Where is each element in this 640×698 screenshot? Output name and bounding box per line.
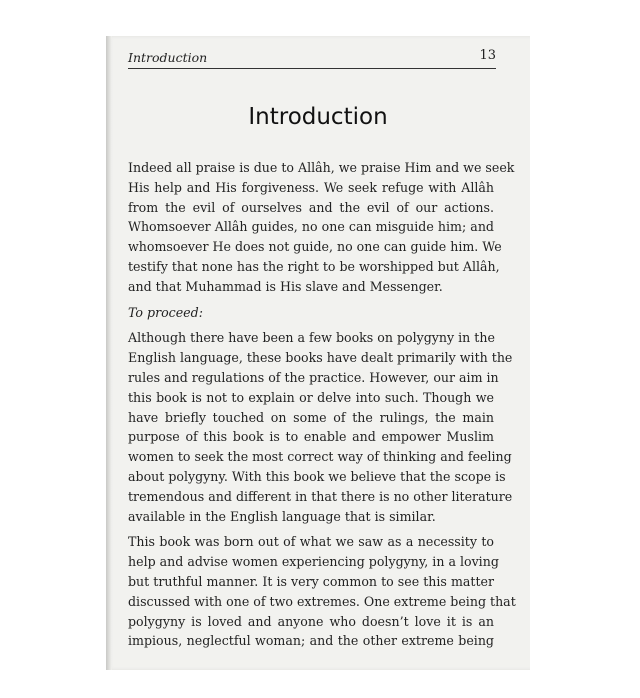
page-number: 13 <box>479 48 496 63</box>
paragraph-to-proceed <box>128 303 494 323</box>
text-line: and that Muhammad is His slave and Messenger. <box>128 278 443 294</box>
book-page <box>106 36 530 670</box>
paragraph-born <box>128 532 516 651</box>
text-line: English language, these books have dealt primarily with the <box>128 350 513 366</box>
text-line: available in the English language that is similar. <box>128 508 436 524</box>
text-line: testify that none has the right to be worshipped but Allâh, <box>128 258 500 274</box>
text-line: Indeed all praise is due to Allâh, we praise Him and we seek <box>128 160 515 175</box>
text-line: This book was born out of what we saw as a necessity to <box>128 534 494 550</box>
running-head <box>128 48 496 69</box>
text-line: but truthful manner. It is very common to see this matter <box>128 573 494 589</box>
text-line: help and advise women experiencing polygyny, in a loving <box>128 554 499 570</box>
text-line: impious, neglectful woman; and the other extreme being <box>128 633 494 649</box>
text-line: this book is not to explain or delve into such. Though we <box>128 389 494 405</box>
text-line: purpose of this book is to enable and empower Muslim <box>128 429 494 445</box>
text-line: Whomsoever Allâh guides, no one can misguide him; and <box>128 219 494 235</box>
text-line: His help and His forgiveness. We seek refuge with Allâh <box>128 179 494 195</box>
text-line: about polygyny. With this book we believe that the scope is <box>128 468 506 484</box>
text-line: To proceed: <box>128 304 203 320</box>
text-line: whomsoever He does not guide, no one can guide him. We <box>128 239 502 255</box>
page-spine-shadow <box>106 36 112 670</box>
chapter-title: Introduction <box>248 104 388 130</box>
paragraph-aim <box>128 328 513 526</box>
text-line: polygyny is loved and anyone who doesn’t love it is an <box>128 613 494 629</box>
text-line: from the evil of ourselves and the evil of our actions. <box>128 199 494 215</box>
text-line: discussed with one of two extremes. One extreme being that <box>128 593 516 609</box>
text-line: tremendous and different in that there is no other literature <box>128 488 513 504</box>
text-line: women to seek the most correct way of thinking and feeling <box>128 449 512 465</box>
paragraph-opening <box>128 158 515 297</box>
text-line: Although there have been a few books on polygyny in the <box>128 330 495 346</box>
body-text <box>128 158 516 651</box>
text-line: have briefly touched on some of the rulings, the main <box>128 409 494 425</box>
text-line: rules and regulations of the practice. However, our aim in <box>128 369 499 385</box>
running-head-title: Introduction <box>128 50 208 65</box>
